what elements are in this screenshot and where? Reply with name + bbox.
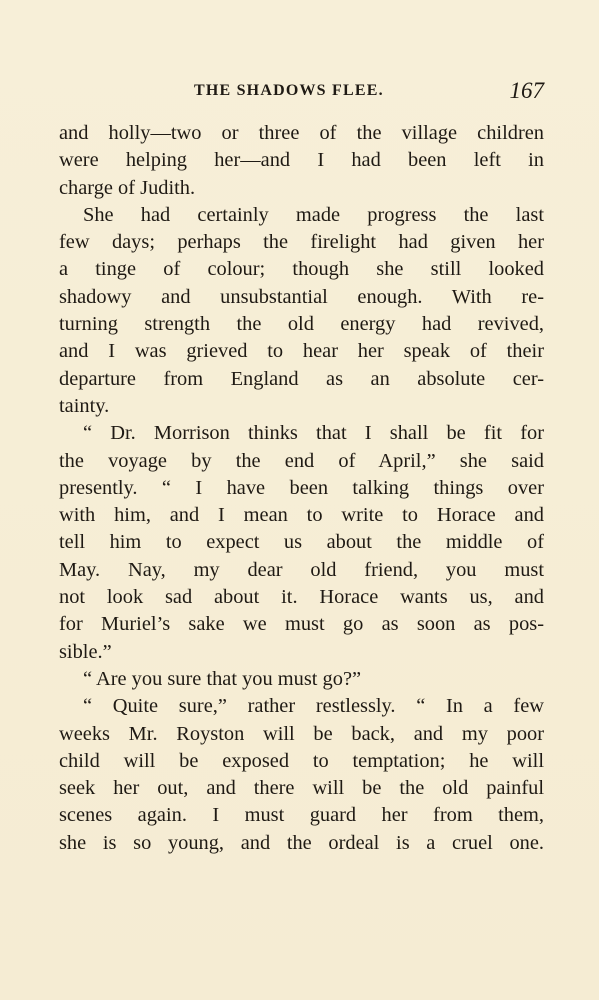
text-line: weeks Mr. Royston will be back, and my poor — [59, 722, 544, 745]
text-line: departure from England as an absolute cer- — [59, 367, 544, 390]
text-line: “ Dr. Morrison thinks that I shall be fit for — [83, 422, 544, 445]
text-line: for Muriel’s sake we must go as soon as pos- — [59, 613, 544, 636]
text-line: turning strength the old energy had revived, — [59, 313, 544, 336]
text-line: were helping her—and I had been left in — [59, 149, 544, 172]
text-line: sible.” — [59, 640, 112, 663]
page-header — [58, 80, 544, 106]
text-line: and holly—two or three of the village children — [59, 122, 544, 144]
text-line: few days; perhaps the firelight had given her — [59, 231, 544, 254]
page-number: 167 — [509, 78, 544, 103]
text-line: “ Are you sure that you must go?” — [83, 667, 362, 690]
running-head: THE SHADOWS FLEE. — [194, 82, 384, 99]
text-line: “ Quite sure,” rather restlessly. “ In a few — [83, 695, 544, 718]
text-line: she is so young, and the ordeal is a cruel one. — [59, 831, 544, 854]
text-line: shadowy and unsubstantial enough. With re- — [59, 285, 544, 308]
text-line: and I was grieved to hear her speak of their — [59, 340, 544, 363]
text-line: May. Nay, my dear old friend, you must — [59, 558, 544, 581]
body-text — [59, 120, 544, 857]
text-line: a tinge of colour; though she still looked — [59, 258, 544, 281]
text-line: not look sad about it. Horace wants us, and — [59, 586, 544, 609]
text-line: with him, and I mean to write to Horace and — [59, 504, 544, 527]
text-line: scenes again. I must guard her from them, — [59, 804, 544, 827]
text-line: seek her out, and there will be the old painful — [59, 777, 544, 800]
text-line: presently. “ I have been talking things over — [59, 476, 544, 499]
text-line: She had certainly made progress the last — [83, 203, 544, 226]
text-line: the voyage by the end of April,” she said — [59, 449, 544, 472]
text-line: tainty. — [59, 394, 110, 417]
text-line: tell him to expect us about the middle of — [59, 531, 544, 554]
text-line: child will be exposed to temptation; he will — [59, 749, 544, 772]
text-line: charge of Judith. — [59, 176, 196, 199]
